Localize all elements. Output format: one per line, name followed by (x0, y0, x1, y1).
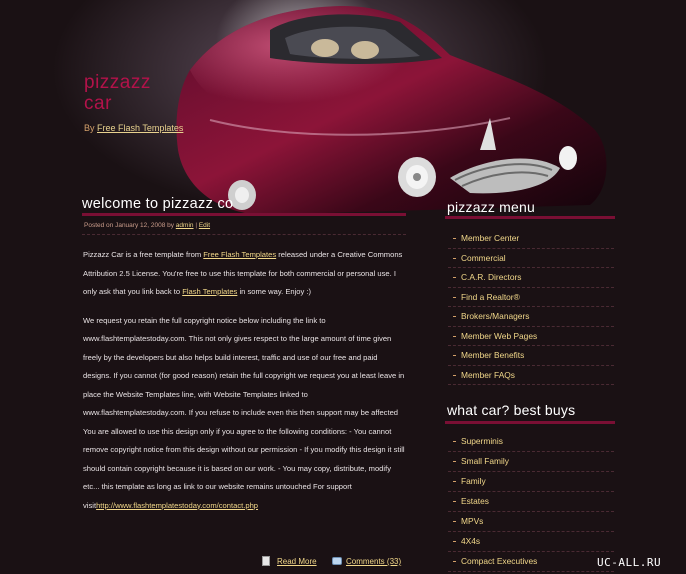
menu-item[interactable] (448, 307, 614, 327)
menu-item[interactable] (448, 346, 614, 366)
post-meta (84, 222, 210, 229)
bullet-icon (453, 258, 456, 259)
bullet-icon (453, 297, 456, 298)
menu-item-label: Find a Realtor® (461, 291, 520, 302)
post-paragraph-1 (83, 246, 405, 302)
bullet-icon (453, 521, 456, 522)
menu-item-label: Member Web Pages (461, 330, 538, 341)
buys-item-label: 4X4s (461, 536, 481, 546)
post-body (83, 246, 405, 525)
menu-item[interactable] (448, 268, 614, 288)
menu-item[interactable] (448, 249, 614, 269)
menu-item-label: Member Center (461, 233, 520, 243)
buys-item[interactable] (448, 472, 614, 492)
buys-item[interactable] (448, 492, 614, 512)
bullet-icon (453, 316, 456, 317)
bullet-icon (453, 461, 456, 462)
menu-item[interactable] (448, 229, 614, 249)
post-meta-date: Posted on January 12, 2008 by (84, 222, 176, 229)
buys-item-label: Small Family (461, 456, 509, 466)
byline-link[interactable]: Free Flash Templates (97, 123, 184, 133)
site-title-line2: car (84, 93, 112, 114)
site-byline (84, 123, 183, 133)
post-p1-link[interactable]: Free Flash Templates (203, 250, 277, 259)
buys-item[interactable] (448, 512, 614, 532)
bullet-icon (453, 336, 456, 337)
bullet-icon (453, 355, 456, 356)
menu-item[interactable] (448, 288, 614, 308)
read-more-link[interactable]: Read More (277, 557, 317, 566)
sidebar-buys-title: what car? best buys (447, 402, 576, 418)
watermark-text: UC-ALL.RU (597, 556, 662, 569)
buys-item-label: Estates (461, 496, 489, 506)
post-meta-sep: | (193, 222, 199, 229)
bullet-icon (453, 541, 456, 542)
buys-item[interactable] (448, 432, 614, 452)
buys-item[interactable] (448, 452, 614, 472)
buys-item-label: MPVs (461, 516, 484, 526)
comment-icon (332, 557, 342, 565)
document-icon (262, 556, 270, 566)
byline-prefix: By (84, 123, 98, 133)
bullet-icon (453, 441, 456, 442)
bullet-icon (453, 375, 456, 376)
post-p1-text-c: in some way. Enjoy :) (237, 287, 312, 296)
post-meta-divider (82, 234, 406, 235)
post-title-rule (82, 213, 406, 216)
bullet-icon (453, 277, 456, 278)
menu-item-label: C.A.R. Directors (461, 272, 522, 282)
buys-item-label: Compact Executives (461, 556, 538, 566)
site-title[interactable] (84, 72, 151, 114)
menu-item-label: Member FAQs (461, 369, 515, 380)
site-title-line1: pizzazz (84, 72, 151, 93)
bullet-icon (453, 561, 456, 562)
sidebar-menu-rule (445, 216, 615, 219)
buys-item[interactable] (448, 532, 614, 552)
post-title[interactable]: welcome to pizzazz co (82, 196, 234, 212)
buys-item-label: Superminis (461, 436, 503, 446)
post-p1-link2[interactable]: Flash Templates (182, 287, 238, 296)
post-support-link[interactable]: http://www.flashtemplatestoday.com/contact.php (96, 500, 259, 510)
sidebar-buys-rule (445, 421, 615, 424)
post-paragraph-2 (83, 312, 405, 516)
bullet-icon (453, 501, 456, 502)
buys-item[interactable] (448, 552, 614, 572)
post-p1-text-a: Pizzazz Car is a free template from (83, 250, 204, 259)
sidebar-menu-title: pizzazz menu (447, 199, 535, 215)
post-p1-text-b: released under a Creative Commons Attribution 2.5 License. You're free to use this template for both commercial or personal use. I only ask that you link back to (83, 250, 403, 296)
post-author-link[interactable]: admin (175, 222, 194, 229)
menu-item-label: Brokers/Managers (461, 311, 530, 321)
buys-item-label: Family (461, 476, 486, 486)
bullet-icon (453, 238, 456, 239)
menu-item[interactable] (448, 327, 614, 347)
menu-item[interactable] (448, 366, 614, 386)
post-edit-link[interactable]: Edit (198, 222, 211, 229)
menu-item-label: Member Benefits (461, 350, 525, 360)
comments-link[interactable]: Comments (33) (346, 557, 402, 566)
bullet-icon (453, 481, 456, 482)
menu-item-label: Commercial (461, 252, 506, 263)
post-p2-text: We request you retain the full copyright notice below including the link to www.flashtemplatestoday.com. This not only gives respect to the large amount of time given freely by the developers but also helps build interest, traffic and use of our free and paid designs. If you cannot (for good reason) retain the full copyright we request you at least leave in place the Website Templates line, with Website Templates linked to www.flashtemplatestoday.com. If you refuse to include even this then support may be affected You are allowed to use this design only if you agree to the following conditions: - You cannot remove copyright notice from this design without our permission - If you modify this design it still should contain copyright because it is based on our work. - You may copy, distribute, modify etc... this template as long as link to our website remains untouched For support visit (83, 315, 405, 510)
